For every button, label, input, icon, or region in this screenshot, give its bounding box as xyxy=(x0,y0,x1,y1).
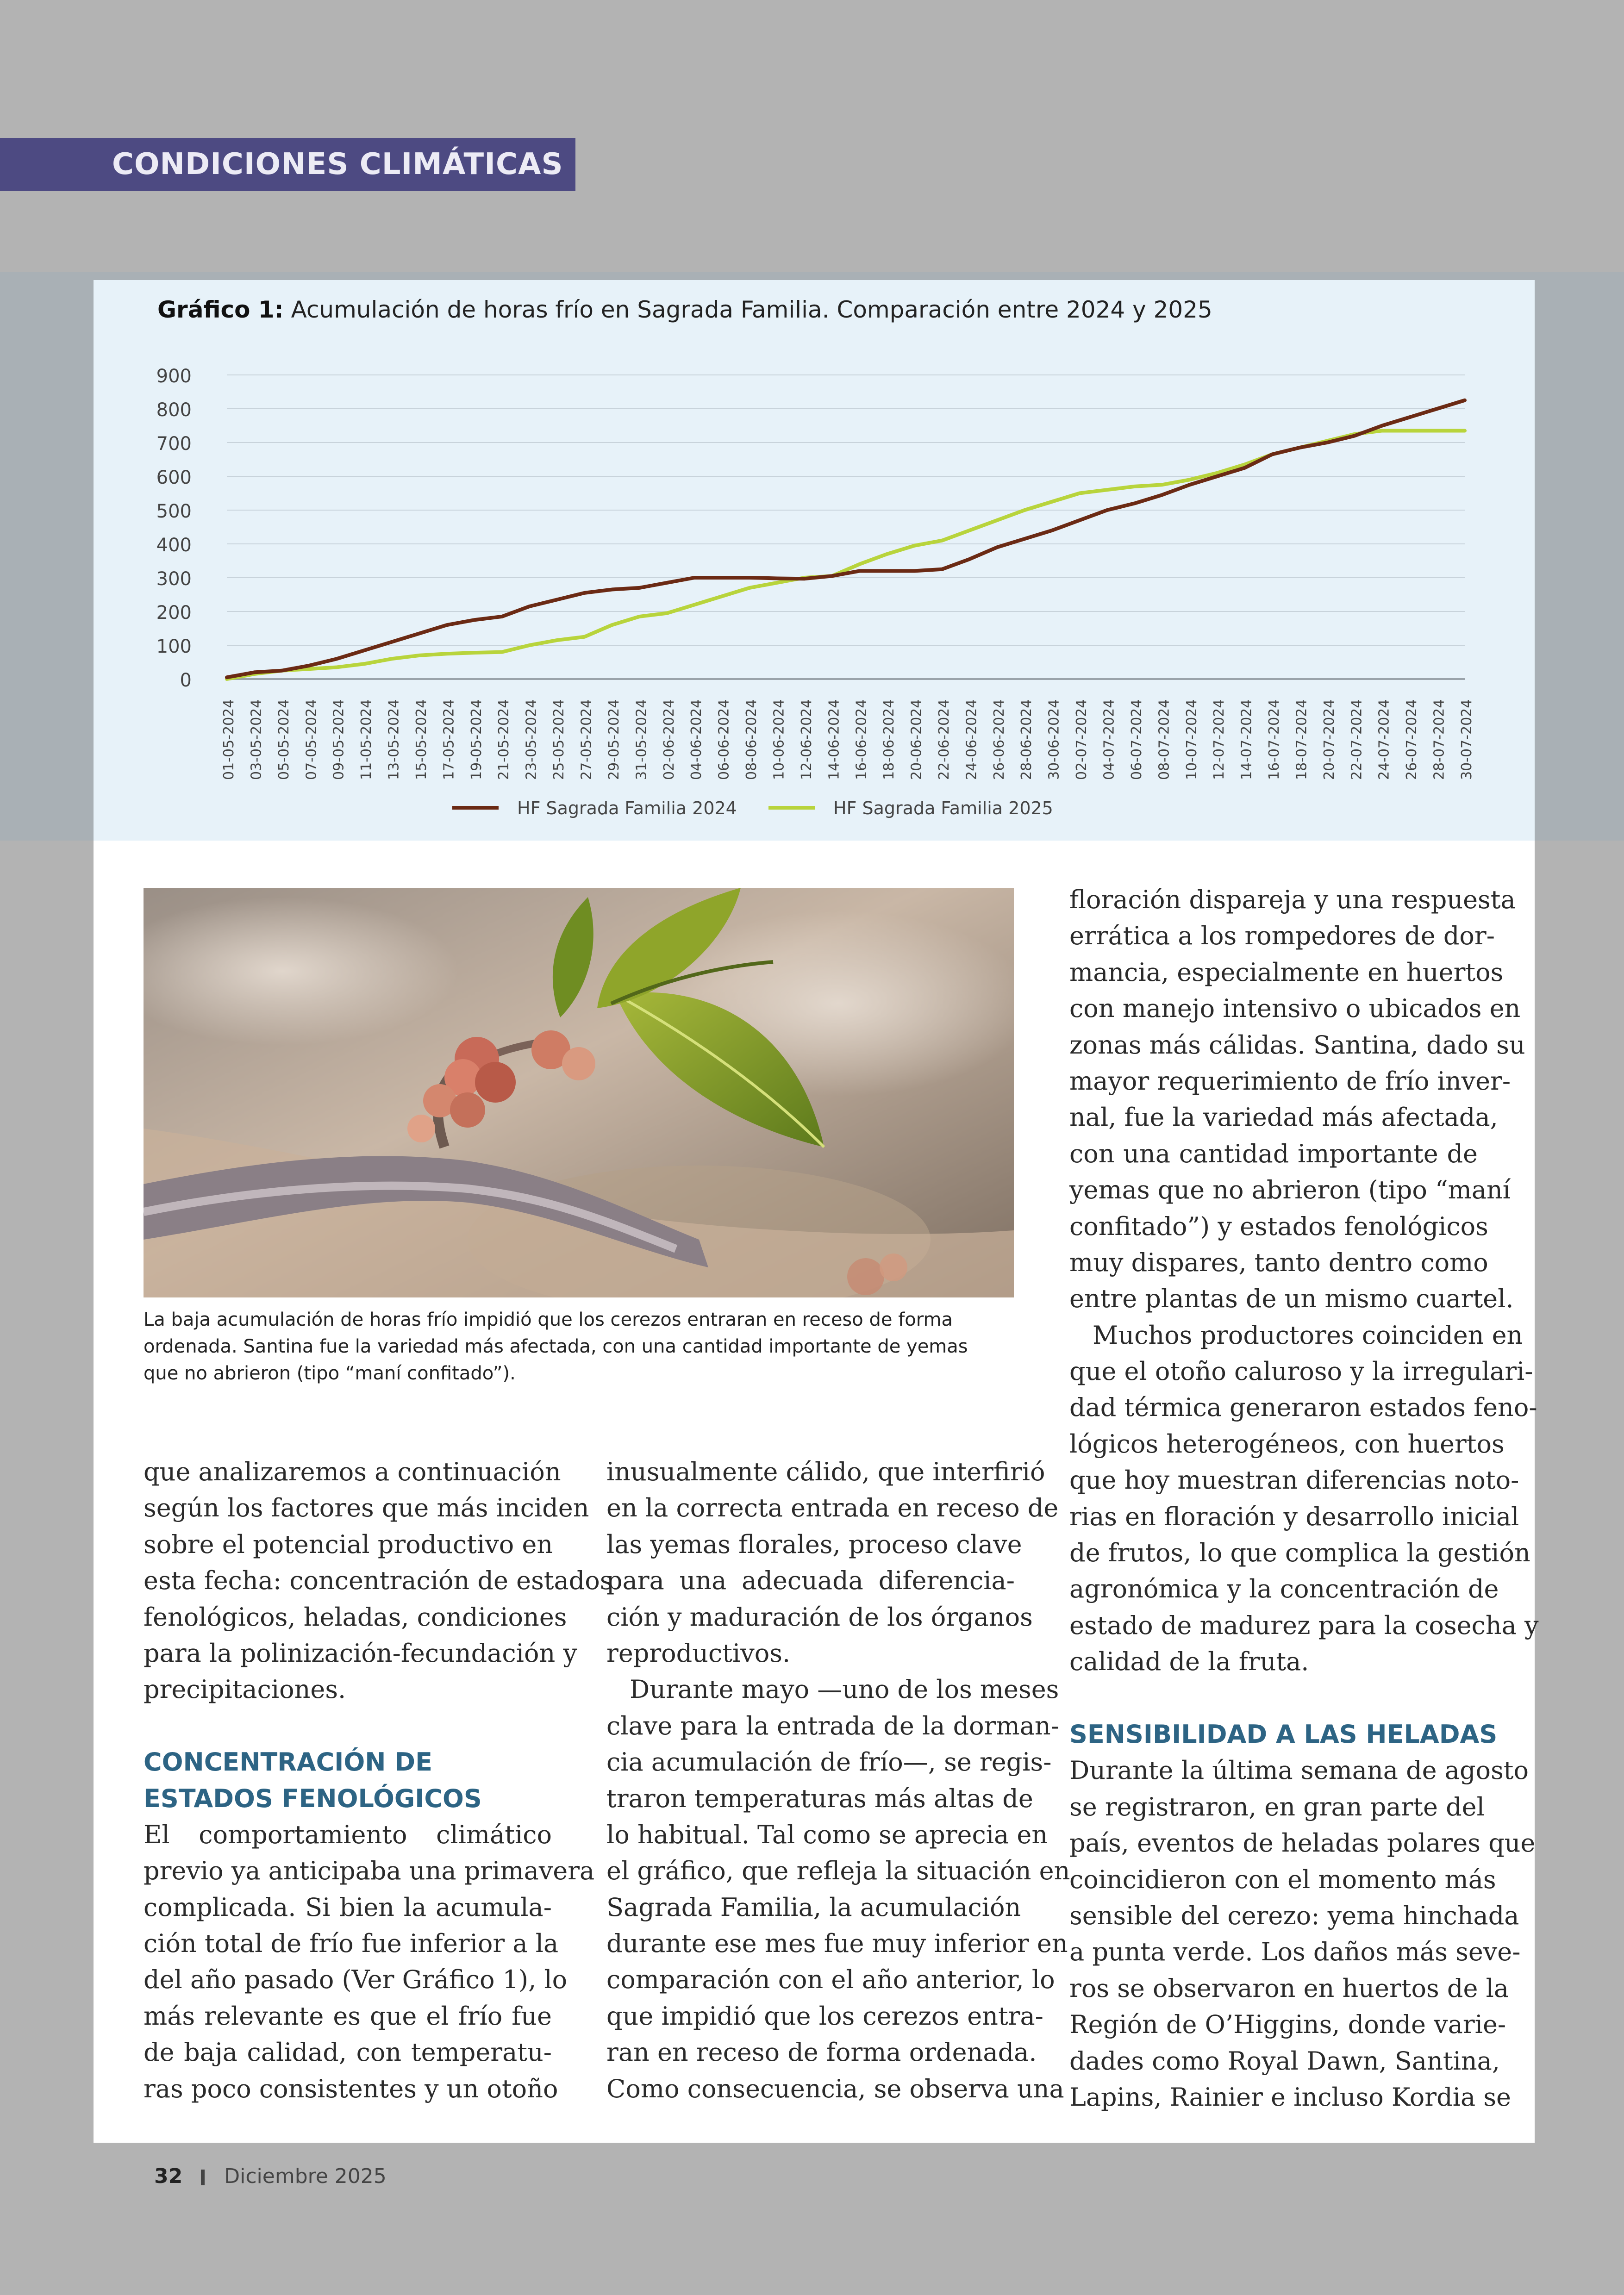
x-tick-label: 15-05-2024 xyxy=(413,699,430,780)
text-line: Sagrada Familia, la acumulación xyxy=(606,1892,1021,1922)
text-line: coincidieron con el momento más xyxy=(1069,1865,1496,1894)
text-line: cia acumulación de frío—, se regis- xyxy=(606,1747,1052,1777)
x-tick-label: 18-06-2024 xyxy=(881,699,898,780)
section-heading: CONCENTRACIÓN DE xyxy=(144,1747,432,1777)
caption-line: La baja acumulación de horas frío impidió que los cerezos entraran en receso de forma xyxy=(144,1309,953,1330)
x-tick-label: 17-05-2024 xyxy=(441,699,457,780)
x-tick-label: 25-05-2024 xyxy=(551,699,568,780)
text-line: ción y maduración de los órganos xyxy=(606,1602,1033,1632)
text-line: que impidió que los cerezos entra- xyxy=(606,2001,1043,2031)
x-tick-label: 13-05-2024 xyxy=(386,699,402,780)
text-line: El comportamiento climático xyxy=(144,1820,552,1849)
footer-separator xyxy=(201,2170,205,2185)
text-line: que analizaremos a continuación xyxy=(144,1457,561,1486)
text-line: Como consecuencia, se observa una xyxy=(606,2074,1064,2103)
x-tick-label: 16-07-2024 xyxy=(1266,699,1283,780)
text-line: sobre el potencial productivo en xyxy=(144,1529,553,1559)
text-line: que hoy muestran diferencias noto- xyxy=(1069,1466,1519,1495)
x-tick-label: 10-06-2024 xyxy=(771,699,787,780)
x-tick-label: 10-07-2024 xyxy=(1183,699,1200,780)
x-tick-label: 20-07-2024 xyxy=(1321,699,1337,780)
x-tick-label: 24-07-2024 xyxy=(1376,699,1393,780)
x-tick-label: 14-07-2024 xyxy=(1238,699,1255,780)
x-tick-label: 22-06-2024 xyxy=(936,699,952,780)
x-tick-label: 21-05-2024 xyxy=(496,699,512,780)
text-line: lógicos heterogéneos, con huertos xyxy=(1069,1429,1505,1459)
x-tick-label: 20-06-2024 xyxy=(908,699,925,780)
text-line: dad térmica generaron estados feno- xyxy=(1069,1393,1537,1422)
y-tick-label: 0 xyxy=(180,670,192,691)
x-tick-label: 04-06-2024 xyxy=(688,699,705,780)
text-column-3 xyxy=(1069,882,1539,2115)
section-title: CONDICIONES CLIMÁTICAS xyxy=(112,147,563,181)
x-tick-label: 12-07-2024 xyxy=(1211,699,1228,780)
x-tick-label: 11-05-2024 xyxy=(358,699,375,780)
x-tick-label: 04-07-2024 xyxy=(1101,699,1118,780)
x-tick-label: 16-06-2024 xyxy=(853,699,870,780)
y-tick-label: 500 xyxy=(156,501,192,522)
text-line: sensible del cerezo: yema hinchada xyxy=(1069,1901,1519,1930)
text-line: ran en receso de forma ordenada. xyxy=(606,2038,1037,2067)
x-tick-label: 19-05-2024 xyxy=(468,699,485,780)
x-tick-label: 08-07-2024 xyxy=(1156,699,1173,780)
x-tick-label: 18-07-2024 xyxy=(1293,699,1310,780)
series-line xyxy=(227,400,1465,678)
x-tick-label: 30-06-2024 xyxy=(1046,699,1062,780)
text-line: mayor requerimiento de frío inver- xyxy=(1069,1066,1511,1096)
section-heading: SENSIBILIDAD A LAS HELADAS xyxy=(1069,1719,1498,1749)
text-line: durante ese mes fue muy inferior en xyxy=(606,1929,1068,1958)
text-line: a punta verde. Los daños más seve- xyxy=(1069,1937,1521,1967)
y-tick-label: 100 xyxy=(156,636,192,657)
y-tick-label: 300 xyxy=(156,568,192,590)
text-line: esta fecha: concentración de estados xyxy=(144,1566,613,1596)
photo-caption xyxy=(144,1306,1014,1387)
x-tick-label: 26-06-2024 xyxy=(991,699,1007,780)
x-tick-label: 27-05-2024 xyxy=(578,699,595,780)
y-tick-label: 200 xyxy=(156,602,192,624)
x-tick-label: 06-06-2024 xyxy=(716,699,732,780)
text-line: Región de O’Higgins, donde varie- xyxy=(1069,2010,1506,2039)
text-line: Muchos productores coinciden en xyxy=(1093,1320,1523,1350)
text-line: fenológicos, heladas, condiciones xyxy=(144,1602,567,1632)
text-line: ción total de frío fue inferior a la xyxy=(144,1929,559,1958)
x-tick-label: 28-06-2024 xyxy=(1018,699,1035,780)
text-line: el gráfico, que refleja la situación en xyxy=(606,1856,1070,1886)
text-line: para una adecuada diferencia- xyxy=(606,1566,1015,1596)
x-tick-label: 07-05-2024 xyxy=(303,699,320,780)
text-line: estado de madurez para la cosecha y xyxy=(1069,1610,1539,1640)
x-tick-label: 06-07-2024 xyxy=(1128,699,1145,780)
text-line: reproductivos. xyxy=(606,1638,791,1668)
text-line: las yemas florales, proceso clave xyxy=(606,1529,1022,1559)
x-tick-label: 26-07-2024 xyxy=(1404,699,1420,780)
text-line: complicada. Si bien la acumula- xyxy=(144,1892,552,1922)
page-number: 32 xyxy=(154,2164,183,2188)
issue-date: Diciembre 2025 xyxy=(224,2164,387,2188)
text-line: agronómica y la concentración de xyxy=(1069,1574,1499,1604)
text-line: con una cantidad importante de xyxy=(1069,1139,1478,1168)
text-line: se registraron, en gran parte del xyxy=(1069,1792,1485,1821)
text-line: inusualmente cálido, que interfirió xyxy=(606,1457,1045,1486)
text-line: lo habitual. Tal como se aprecia en xyxy=(606,1820,1048,1849)
x-tick-label: 29-05-2024 xyxy=(606,699,622,780)
x-tick-label: 02-06-2024 xyxy=(661,699,677,780)
text-line: previo ya anticipaba una primavera xyxy=(144,1856,595,1886)
text-line: para la polinización-fecundación y xyxy=(144,1638,577,1668)
x-tick-label: 02-07-2024 xyxy=(1074,699,1090,780)
text-line: mancia, especialmente en huertos xyxy=(1069,957,1504,987)
text-line: entre plantas de un mismo cuartel. xyxy=(1069,1284,1514,1314)
series-line xyxy=(227,430,1465,679)
text-line: precipitaciones. xyxy=(144,1675,346,1704)
text-line: errática a los rompedores de dor- xyxy=(1069,921,1495,951)
x-tick-label: 31-05-2024 xyxy=(633,699,650,780)
text-line: Durante la última semana de agosto xyxy=(1069,1756,1529,1785)
y-tick-label: 800 xyxy=(156,399,192,421)
x-tick-label: 23-05-2024 xyxy=(523,699,540,780)
y-tick-label: 600 xyxy=(156,467,192,488)
x-tick-label: 28-07-2024 xyxy=(1431,699,1448,780)
text-column-2 xyxy=(606,1454,1070,2107)
y-tick-label: 400 xyxy=(156,535,192,556)
legend-label: HF Sagrada Familia 2025 xyxy=(833,798,1053,818)
x-tick-label: 09-05-2024 xyxy=(331,699,347,780)
text-line: clave para la entrada de la dorman- xyxy=(606,1711,1059,1740)
text-line: floración dispareja y una respuesta xyxy=(1069,885,1516,914)
y-tick-label: 900 xyxy=(156,366,192,387)
text-line: más relevante es que el frío fue xyxy=(144,2001,552,2031)
text-line: rias en floración y desarrollo inicial xyxy=(1069,1502,1519,1531)
text-line: de frutos, lo que complica la gestión xyxy=(1069,1538,1530,1568)
chart-title-text: Acumulación de horas frío en Sagrada Familia. Comparación entre 2024 y 2025 xyxy=(283,296,1212,323)
x-tick-label: 05-05-2024 xyxy=(275,699,292,780)
text-line: país, eventos de heladas polares que xyxy=(1069,1828,1536,1858)
text-line: calidad de la fruta. xyxy=(1069,1647,1309,1677)
text-line: según los factores que más inciden xyxy=(144,1493,589,1523)
x-tick-label: 30-07-2024 xyxy=(1459,699,1475,780)
chart-title-label: Gráfico 1: xyxy=(157,296,284,323)
text-line: del año pasado (Ver Gráfico 1), lo xyxy=(144,1965,568,1995)
section-tag xyxy=(0,138,575,191)
text-line: zonas más cálidas. Santina, dado su xyxy=(1069,1030,1525,1060)
text-line: muy dispares, tanto dentro como xyxy=(1069,1247,1488,1277)
x-tick-label: 03-05-2024 xyxy=(248,699,265,780)
text-line: dades como Royal Dawn, Santina, xyxy=(1069,2046,1500,2076)
cherry-buds-photo xyxy=(144,888,1014,1297)
legend-label: HF Sagrada Familia 2024 xyxy=(517,798,737,818)
text-line: con manejo intensivo o ubicados en xyxy=(1069,994,1521,1023)
x-tick-label: 08-06-2024 xyxy=(743,699,760,780)
text-line: yemas que no abrieron (tipo “maní xyxy=(1069,1175,1511,1205)
text-line: Durante mayo —uno de los meses xyxy=(630,1675,1059,1704)
text-line: que el otoño caluroso y la irregulari- xyxy=(1069,1357,1533,1386)
text-line: Lapins, Rainier e incluso Kordia se xyxy=(1069,2082,1511,2112)
text-line: ras poco consistentes y un otoño xyxy=(144,2074,558,2103)
caption-line: ordenada. Santina fue la variedad más afectada, con una cantidad importante de yemas xyxy=(144,1336,968,1357)
page-footer xyxy=(154,2164,387,2188)
text-line: en la correcta entrada en receso de xyxy=(606,1493,1059,1523)
text-column-1 xyxy=(144,1454,613,2107)
text-line: nal, fue la variedad más afectada, xyxy=(1069,1103,1498,1132)
text-line: confitado”) y estados fenológicos xyxy=(1069,1211,1488,1241)
text-line: ros se observaron en huertos de la xyxy=(1069,1973,1509,2003)
x-tick-label: 01-05-2024 xyxy=(221,699,237,780)
x-tick-label: 24-06-2024 xyxy=(963,699,980,780)
caption-line: que no abrieron (tipo “maní confitado”). xyxy=(144,1363,516,1384)
text-line: de baja calidad, con temperatu- xyxy=(144,2038,552,2067)
section-heading: ESTADOS FENOLÓGICOS xyxy=(144,1784,482,1813)
text-line: traron temperaturas más altas de xyxy=(606,1784,1033,1813)
x-tick-label: 22-07-2024 xyxy=(1349,699,1365,780)
y-tick-label: 700 xyxy=(156,433,192,455)
x-tick-label: 14-06-2024 xyxy=(826,699,843,780)
text-line: comparación con el año anterior, lo xyxy=(606,1965,1055,1995)
chill-hours-chart xyxy=(94,280,1535,841)
x-tick-label: 12-06-2024 xyxy=(798,699,815,780)
